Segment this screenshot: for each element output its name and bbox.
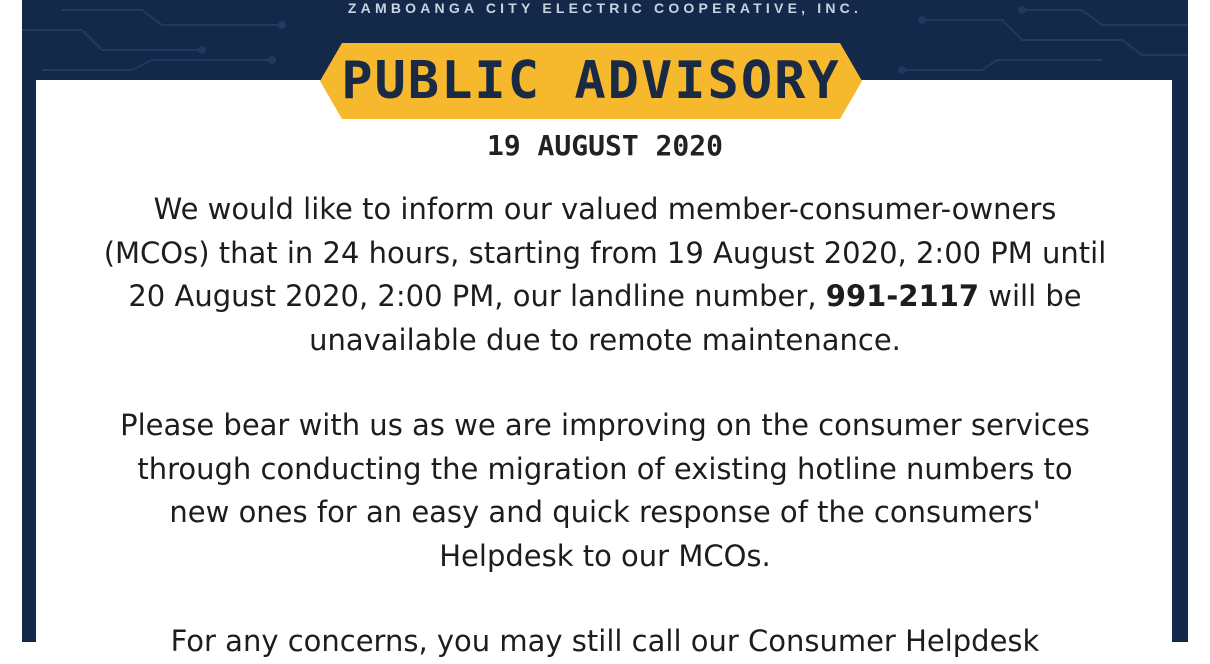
paragraph-line: Please bear with us as we are improving on the consumer services xyxy=(120,408,1090,442)
advisory-date: 19 AUGUST 2020 xyxy=(486,129,723,162)
paragraph-line: We would like to inform our valued member-consumer-owners xyxy=(153,192,1057,226)
organization-name: ZAMBOANGA CITY ELECTRIC COOPERATIVE, INC. xyxy=(347,0,863,16)
paragraph-line: will be xyxy=(979,279,1082,313)
advisory-paragraph-2 xyxy=(40,404,1170,578)
paragraph-line: For any concerns, you may still call our Consumer Helpdesk xyxy=(170,624,1040,658)
paragraph-line: through conducting the migration of existing hotline numbers to xyxy=(137,451,1073,486)
advisory-title: PUBLIC ADVISORY xyxy=(341,51,841,111)
paragraph-line: new ones for an easy and quick response of the consumers' xyxy=(169,495,1041,529)
advisory-paragraph-1 xyxy=(40,188,1170,362)
paragraph-line: unavailable due to remote maintenance. xyxy=(309,322,901,357)
paragraph-line: Helpdesk to our MCOs. xyxy=(439,538,771,573)
landline-number: 991-2117 xyxy=(825,279,980,313)
paragraph-line: 20 August 2020, 2:00 PM, our landline number, xyxy=(128,279,826,313)
paragraph-line: (MCOs) that in 24 hours, starting from 19 August 2020, 2:00 PM until xyxy=(103,235,1107,270)
